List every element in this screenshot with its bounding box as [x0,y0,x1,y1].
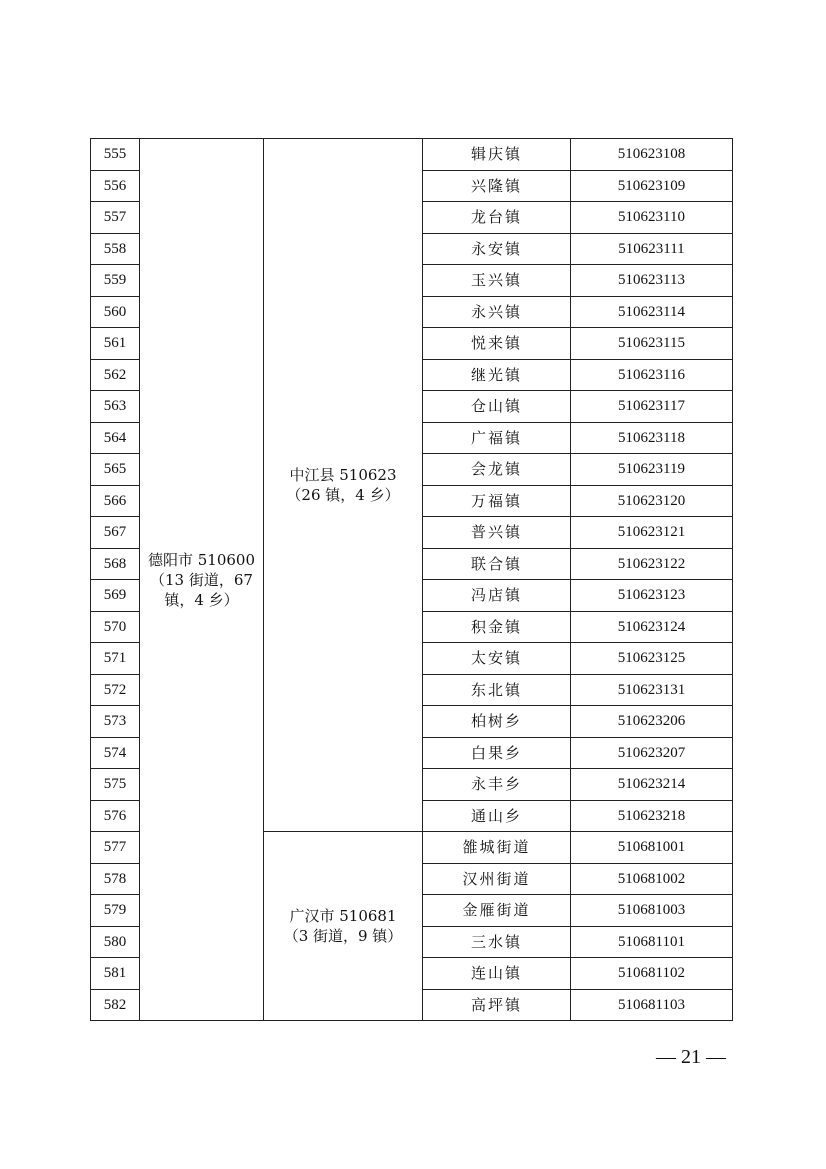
town-name: 万福镇 [423,485,571,517]
page-number: — 21 — [656,1046,726,1068]
county-cell [264,139,423,832]
city-line1: 德阳市 510600 [147,550,256,569]
row-number: 573 [91,706,140,738]
town-code: 510623110 [571,202,733,234]
city-cell [140,139,264,1021]
town-code: 510623108 [571,139,733,171]
town-code: 510623113 [571,265,733,297]
town-name: 连山镇 [423,958,571,990]
town-name: 柏树乡 [423,706,571,738]
town-code: 510681102 [571,958,733,990]
town-code: 510623121 [571,517,733,549]
town-code: 510623114 [571,296,733,328]
row-number: 571 [91,643,140,675]
county-line1: 中江县 510623 [289,466,397,484]
town-name: 三水镇 [423,926,571,958]
town-name: 白果乡 [423,737,571,769]
table-row [91,139,733,171]
town-code: 510681003 [571,895,733,927]
row-number: 558 [91,233,140,265]
town-name: 联合镇 [423,548,571,580]
town-name: 汉州街道 [423,863,571,895]
town-code: 510623124 [571,611,733,643]
town-code: 510681103 [571,989,733,1021]
town-code: 510623214 [571,769,733,801]
row-number: 563 [91,391,140,423]
town-name: 辑庆镇 [423,139,571,171]
row-number: 561 [91,328,140,360]
town-code: 510623109 [571,170,733,202]
table-body [91,139,733,1021]
division-code-table [90,138,733,1021]
town-code: 510623118 [571,422,733,454]
row-number: 562 [91,359,140,391]
town-name: 积金镇 [423,611,571,643]
row-number: 582 [91,989,140,1021]
row-number: 577 [91,832,140,864]
town-name: 广福镇 [423,422,571,454]
row-number: 572 [91,674,140,706]
town-code: 510681101 [571,926,733,958]
row-number: 567 [91,517,140,549]
town-name: 雒城街道 [423,832,571,864]
row-number: 566 [91,485,140,517]
town-code: 510623117 [571,391,733,423]
row-number: 569 [91,580,140,612]
row-number: 575 [91,769,140,801]
county-line2: （26 镇，4 乡） [286,486,400,504]
town-code: 510623125 [571,643,733,675]
town-code: 510623115 [571,328,733,360]
row-number: 559 [91,265,140,297]
town-name: 仓山镇 [423,391,571,423]
town-code: 510623122 [571,548,733,580]
town-code: 510623116 [571,359,733,391]
town-name: 金雁街道 [423,895,571,927]
row-number: 574 [91,737,140,769]
row-number: 557 [91,202,140,234]
row-number: 555 [91,139,140,171]
town-code: 510681001 [571,832,733,864]
town-code: 510623131 [571,674,733,706]
row-number: 565 [91,454,140,486]
town-name: 冯店镇 [423,580,571,612]
town-name: 太安镇 [423,643,571,675]
town-name: 永丰乡 [423,769,571,801]
town-code: 510623218 [571,800,733,832]
town-name: 普兴镇 [423,517,571,549]
town-name: 高坪镇 [423,989,571,1021]
town-code: 510623207 [571,737,733,769]
town-name: 东北镇 [423,674,571,706]
town-name: 会龙镇 [423,454,571,486]
row-number: 576 [91,800,140,832]
town-name: 通山乡 [423,800,571,832]
city-line3: 镇，4 乡） [164,590,239,609]
town-name: 永兴镇 [423,296,571,328]
town-name: 龙台镇 [423,202,571,234]
town-name: 永安镇 [423,233,571,265]
town-name: 继光镇 [423,359,571,391]
row-number: 580 [91,926,140,958]
town-code: 510623111 [571,233,733,265]
town-code: 510623123 [571,580,733,612]
county-cell [264,832,423,1021]
town-code: 510623119 [571,454,733,486]
county-line2: （3 街道，9 镇） [283,927,403,945]
row-number: 568 [91,548,140,580]
town-name: 兴隆镇 [423,170,571,202]
town-name: 玉兴镇 [423,265,571,297]
row-number: 570 [91,611,140,643]
row-number: 560 [91,296,140,328]
town-code: 510681002 [571,863,733,895]
city-line2: （13 街道，67 [150,570,253,589]
town-code: 510623120 [571,485,733,517]
row-number: 564 [91,422,140,454]
town-code: 510623206 [571,706,733,738]
row-number: 578 [91,863,140,895]
row-number: 581 [91,958,140,990]
row-number: 579 [91,895,140,927]
row-number: 556 [91,170,140,202]
county-line1: 广汉市 510681 [289,907,397,925]
town-name: 悦来镇 [423,328,571,360]
